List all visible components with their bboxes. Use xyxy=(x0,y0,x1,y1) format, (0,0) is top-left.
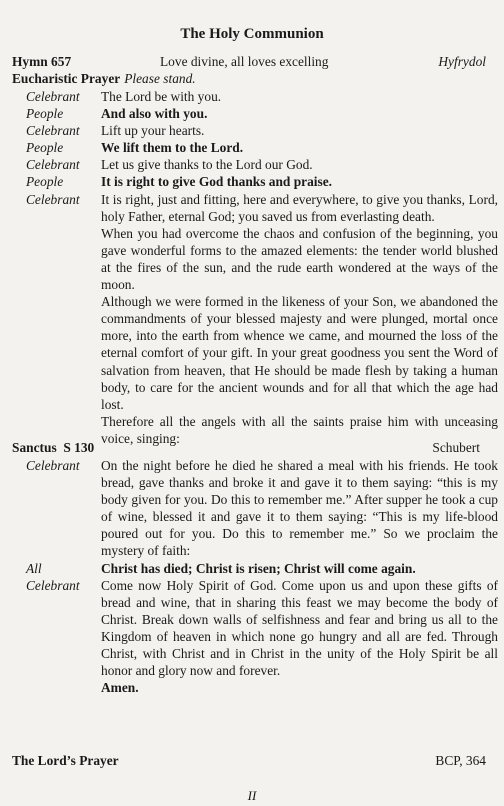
lords-prayer-heading: The Lord’s Prayer xyxy=(12,753,119,768)
acclamation-block xyxy=(0,560,504,577)
speaker-label: All xyxy=(26,560,42,576)
acclamation-text: Christ has died; Christ is risen; Christ will come again. xyxy=(101,560,416,576)
stand-instruction: Please stand. xyxy=(124,71,196,86)
dialogue-line xyxy=(0,173,504,190)
speaker-label: Celebrant xyxy=(26,89,80,104)
sanctus-row xyxy=(12,440,486,456)
institution-block xyxy=(0,457,504,560)
dialogue-text: The Lord be with you. xyxy=(101,89,222,104)
preface-text xyxy=(101,191,498,447)
amen-text: Amen. xyxy=(101,680,139,696)
epiclesis-block xyxy=(0,577,504,697)
institution-text: On the night before he died he shared a meal with his friends. He took bread, gave thanks and broke it and gave it to them saying: “this is my body given for you. Do this to remember me.” After supper he took a cup of wine, blessed it and gave it to them saying: “This is my life-blood poured out for you. Do this to remember me.” So we proclaim the mystery of faith: xyxy=(101,458,498,559)
dialogue-text: Lift up your hearts. xyxy=(101,123,205,139)
hymn-title: Love divine, all loves excelling xyxy=(160,54,329,69)
sanctus-heading: Sanctus S 130 xyxy=(12,440,95,455)
page-number: II xyxy=(247,788,257,803)
eucharistic-prayer-heading: Eucharistic Prayer xyxy=(12,71,121,86)
speaker-label: Celebrant xyxy=(26,123,80,139)
epiclesis-text xyxy=(101,577,498,697)
hymn-tune: Hyfrydol xyxy=(438,54,486,69)
preface-block xyxy=(0,191,504,447)
eucharistic-prayer-heading-row xyxy=(12,71,196,87)
dialogue-line xyxy=(0,139,504,156)
speaker-label: Celebrant xyxy=(26,577,80,593)
hymn-row xyxy=(12,54,486,70)
preface-paragraph: It is right, just and fitting, here and everywhere, to give you thanks, Lord, holy Father, eternal God; you saved us from everlasting death. xyxy=(101,191,498,224)
speaker-label: People xyxy=(26,106,64,122)
sanctus-composer: Schubert xyxy=(432,440,480,455)
lords-prayer-reference: BCP, 364 xyxy=(435,753,486,768)
epiclesis-paragraph: Come now Holy Spirit of God. Come upon us and upon these gifts of bread and wine, that in sharing this feast we may become the body of Christ. Break down walls of selfishness and fear and bring us all to the Kingdom of heaven in which none go hungry and all are fed. Through Christ, with Christ and in Christ in the unity of the Holy Spirit be all honor and glory now and forever. xyxy=(101,577,498,679)
dialogue-text: It is right to give God thanks and praise. xyxy=(101,174,333,190)
speaker-label: People xyxy=(26,174,64,190)
page-title: The Holy Communion xyxy=(180,26,324,42)
dialogue-text: Let us give thanks to the Lord our God. xyxy=(101,157,313,173)
speaker-label: Celebrant xyxy=(26,157,80,173)
dialogue-text: And also with you. xyxy=(101,106,208,122)
dialogue-line xyxy=(0,105,504,122)
preface-paragraph: Therefore all the angels with all the saints praise him with unceasing voice, singing: xyxy=(101,413,498,446)
dialogue-line xyxy=(0,156,504,173)
dialogue-block xyxy=(0,88,504,447)
speaker-label: People xyxy=(26,140,64,156)
dialogue-line xyxy=(0,88,504,105)
preface-paragraph: When you had overcome the chaos and confusion of the beginning, you gave wonderful forms to the amazed elements: the tender world blushed at the fires of the sun, and the rude earth wondered at the ways of the moon. xyxy=(101,225,498,293)
hymn-number: Hymn 657 xyxy=(12,54,72,69)
lords-prayer-row xyxy=(12,753,486,769)
dialogue-line xyxy=(0,122,504,139)
post-sanctus-block xyxy=(0,457,504,696)
preface-paragraph: Although we were formed in the likeness of your Son, we abandoned the commandments of your blessed majesty and were plunged, mortal once more, into the earth from whence we came, and mourned the loss of the eternal comfort of your gift. In your great goodness you sent the Word of salvation from heaven, that He should be made flesh by taking a human body, to care for the ancient wounds and for all that which the age had lost. xyxy=(101,294,498,412)
dialogue-text: We lift them to the Lord. xyxy=(101,140,244,156)
speaker-label: Celebrant xyxy=(26,191,80,207)
speaker-label: Celebrant xyxy=(26,458,80,473)
